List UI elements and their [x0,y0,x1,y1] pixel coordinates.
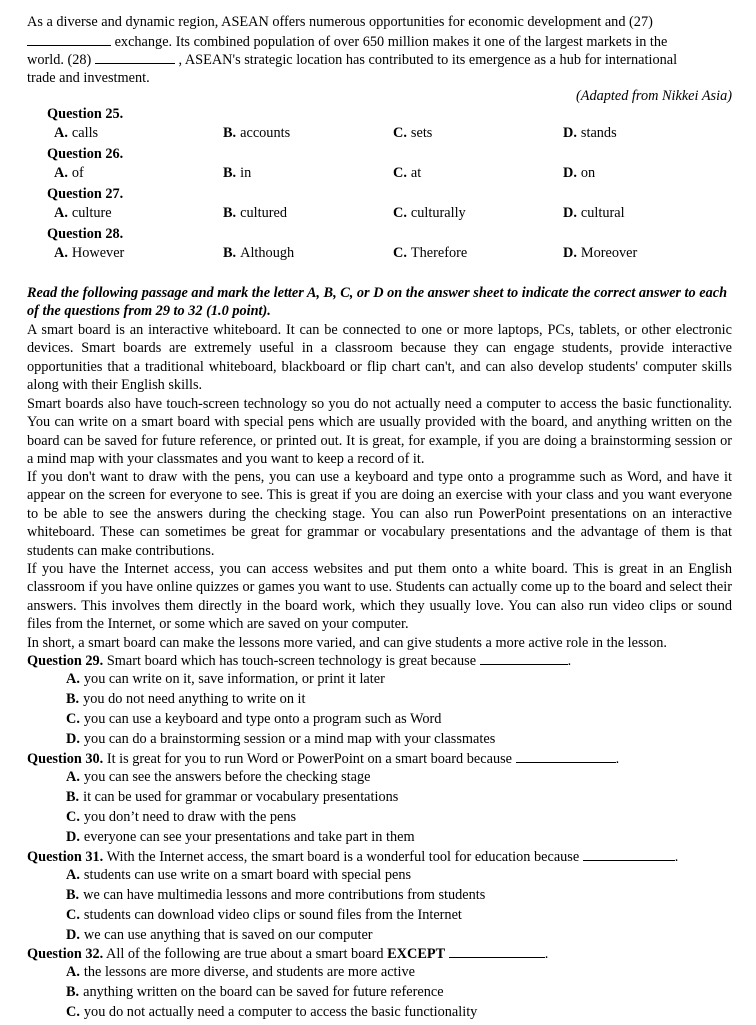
option-text: Therefore [410,245,468,261]
answer-blank [583,848,675,861]
intro-line-4: trade and investment. [27,70,150,86]
answer-option[interactable] [66,964,415,981]
answer-blank [516,750,616,763]
option-letter: B. [66,887,80,903]
option-letter: A. [66,964,80,980]
option-text: you can use a keyboard and type onto a program such as Word [83,711,442,727]
option-letter: C. [393,165,407,181]
cloze-option[interactable] [223,205,287,222]
question-label: Question 31. [27,849,104,865]
intro-line-1: As a diverse and dynamic region, ASEAN offers numerous opportunities for economic development and (27) [27,14,653,30]
question-text: Smart board which has touch-screen technology is great because [103,653,480,669]
option-letter: A. [66,867,80,883]
reading-instruction: Read the following passage and mark the letter A, B, C, or D on the answer sheet to indicate the correct answer to each of the questions from 29 to 32 (1.0 point). [27,285,728,320]
option-letter: C. [66,907,80,923]
answer-option[interactable] [66,711,441,728]
option-text: anything written on the board can be saved for future reference [83,984,444,1000]
option-text: you can see the answers before the checking stage [83,769,371,785]
blank-27 [27,33,111,46]
question-text: With the Internet access, the smart board is a wonderful tool for education because [103,849,583,865]
cloze-option[interactable] [223,245,294,262]
option-letter: B. [223,165,237,181]
cloze-option[interactable] [223,125,290,142]
cloze-option[interactable] [393,245,467,262]
option-letter: B. [66,984,80,1000]
answer-blank [480,652,568,665]
option-letter: B. [66,789,80,805]
cloze-option[interactable] [393,165,421,182]
option-letter: A. [66,671,80,687]
option-letter: D. [563,125,577,141]
cloze-option[interactable] [393,125,432,142]
option-text: the lessons are more diverse, and students are more active [83,964,415,980]
cloze-question-title: Question 26. [47,146,124,162]
option-text: sets [410,125,433,141]
question-end: . [544,946,549,962]
option-text: However [71,245,125,261]
question-end: . [674,849,679,865]
option-letter: B. [223,245,237,261]
option-text: culturally [410,205,466,221]
answer-option[interactable] [66,867,411,884]
option-text: in [240,165,252,181]
option-text: calls [71,125,99,141]
answer-option[interactable] [66,769,371,786]
cloze-option[interactable] [54,125,98,142]
option-text: you don’t need to draw with the pens [83,809,297,825]
reading-question-stem [27,652,571,670]
option-text: you do not need anything to write on it [83,691,306,707]
reading-question-stem [27,750,619,768]
cloze-option[interactable] [54,165,84,182]
option-letter: D. [66,731,80,747]
passage-paragraph: A smart board is an interactive whiteboard. It can be connected to one or more laptops, PCs, tablets, or other electronic devices. Smart boards are extremely useful in a classroom because they can engage students, provide interactive opportunities that a traditional whiteboard, blackboard or flip chart can't, and can also develop students' computer skills along with their English skills. [27,322,732,394]
passage-paragraph: If you have the Internet access, you can access websites and put them onto a white board. This is great in an English classroom if you have online quizzes or games you want to use. Students can actually come up to the board and select their answers. This involves them directly in the board work, which they usually love. You can also run video clips or sound files from the Internet, or some which are saved on your computer. [27,561,732,633]
option-text: at [410,165,422,181]
option-text: you can write on it, save information, or print it later [83,671,385,687]
option-letter: C. [66,809,80,825]
cloze-option[interactable] [563,125,617,142]
blank-28 [95,51,175,64]
answer-option[interactable] [66,789,398,806]
cloze-question-title: Question 25. [47,106,124,122]
question-emphasis: EXCEPT [387,946,446,962]
option-letter: D. [563,245,577,261]
passage-paragraph: In short, a smart board can make the lessons more varied, and can give students a more active role in the lesson. [27,635,667,651]
option-letter: D. [563,205,577,221]
answer-option[interactable] [66,907,462,924]
cloze-option[interactable] [563,245,637,262]
option-text: of [71,165,84,181]
option-letter: B. [223,205,237,221]
option-letter: C. [393,205,407,221]
option-text: you do not actually need a computer to access the basic functionality [83,1004,478,1020]
cloze-option[interactable] [223,165,251,182]
option-letter: A. [54,165,68,181]
option-letter: D. [563,165,577,181]
question-label: Question 32. [27,946,104,962]
option-letter: C. [66,711,80,727]
answer-option[interactable] [66,927,373,944]
answer-option[interactable] [66,829,415,846]
option-text: cultural [580,205,625,221]
option-text: accounts [240,125,291,141]
answer-option[interactable] [66,809,296,826]
option-text: you can do a brainstorming session or a mind map with your classmates [83,731,496,747]
cloze-question-title: Question 28. [47,226,124,242]
answer-option[interactable] [66,731,495,748]
option-letter: B. [223,125,237,141]
intro-line-2: exchange. Its combined population of over 650 million makes it one of the largest markets in the [27,33,667,51]
answer-option[interactable] [66,1004,477,1021]
option-text: on [580,165,596,181]
passage-source: (Adapted from Nikkei Asia) [575,88,732,104]
answer-option[interactable] [66,671,385,688]
question-label: Question 30. [27,751,104,767]
option-letter: A. [66,769,80,785]
cloze-option[interactable] [563,205,625,222]
option-text: Although [240,245,295,261]
option-text: it can be used for grammar or vocabulary presentations [83,789,399,805]
question-text: All of the following are true about a smart board [103,946,388,962]
option-letter: C. [393,125,407,141]
option-letter: A. [54,245,68,261]
answer-option[interactable] [66,887,485,904]
cloze-question-title: Question 27. [47,186,124,202]
question-text: It is great for you to run Word or PowerPoint on a smart board because [103,751,516,767]
cloze-option[interactable] [563,165,595,182]
question-label: Question 29. [27,653,104,669]
option-letter: C. [393,245,407,261]
option-letter: C. [66,1004,80,1020]
reading-question-stem [27,848,678,866]
option-text: we can have multimedia lessons and more contributions from students [83,887,486,903]
cloze-option[interactable] [393,205,466,222]
option-text: cultured [240,205,287,221]
answer-blank [449,945,545,958]
option-text: culture [71,205,112,221]
option-text: Moreover [580,245,638,261]
question-end: . [615,751,620,767]
answer-option[interactable] [66,691,306,708]
option-text: students can download video clips or sound files from the Internet [83,907,462,923]
option-text: stands [580,125,617,141]
option-letter: B. [66,691,80,707]
question-end: . [567,653,572,669]
cloze-option[interactable] [54,205,112,222]
option-text: students can use write on a smart board with special pens [83,867,412,883]
option-text: everyone can see your presentations and take part in them [83,829,415,845]
option-letter: D. [66,927,80,943]
passage-paragraph: If you don't want to draw with the pens, you can use a keyboard and type onto a programme such as Word, and have it appear on the screen for everyone to see. This is great if you are doing an exercise with your class and you want everyone to be able to see the answers during the checking stage. You can also run PowerPoint presentations on an interactive whiteboard. These can sometimes be great for grammar or vocabulary presentations and the advantage of them is that students can make contributions. [27,469,732,559]
reading-question-stem [27,945,548,963]
option-letter: A. [54,125,68,141]
option-letter: D. [66,829,80,845]
option-letter: A. [54,205,68,221]
intro-line-3: world. (28) , ASEAN's strategic location has contributed to its emergence as a hub for international [27,52,678,68]
option-text: we can use anything that is saved on our computer [83,927,373,943]
passage-paragraph: Smart boards also have touch-screen technology so you do not actually need a computer to access the basic functionality. You can write on a smart board with special pens which are usually provided with the board, and anything written on the board can be saved for future reference, or printed out. It is great, for example, if you are doing a brainstorming session or a mind map with your classmates and you want to keep a record of it. [27,396,732,468]
answer-option[interactable] [66,984,444,1001]
cloze-option[interactable] [54,245,124,262]
